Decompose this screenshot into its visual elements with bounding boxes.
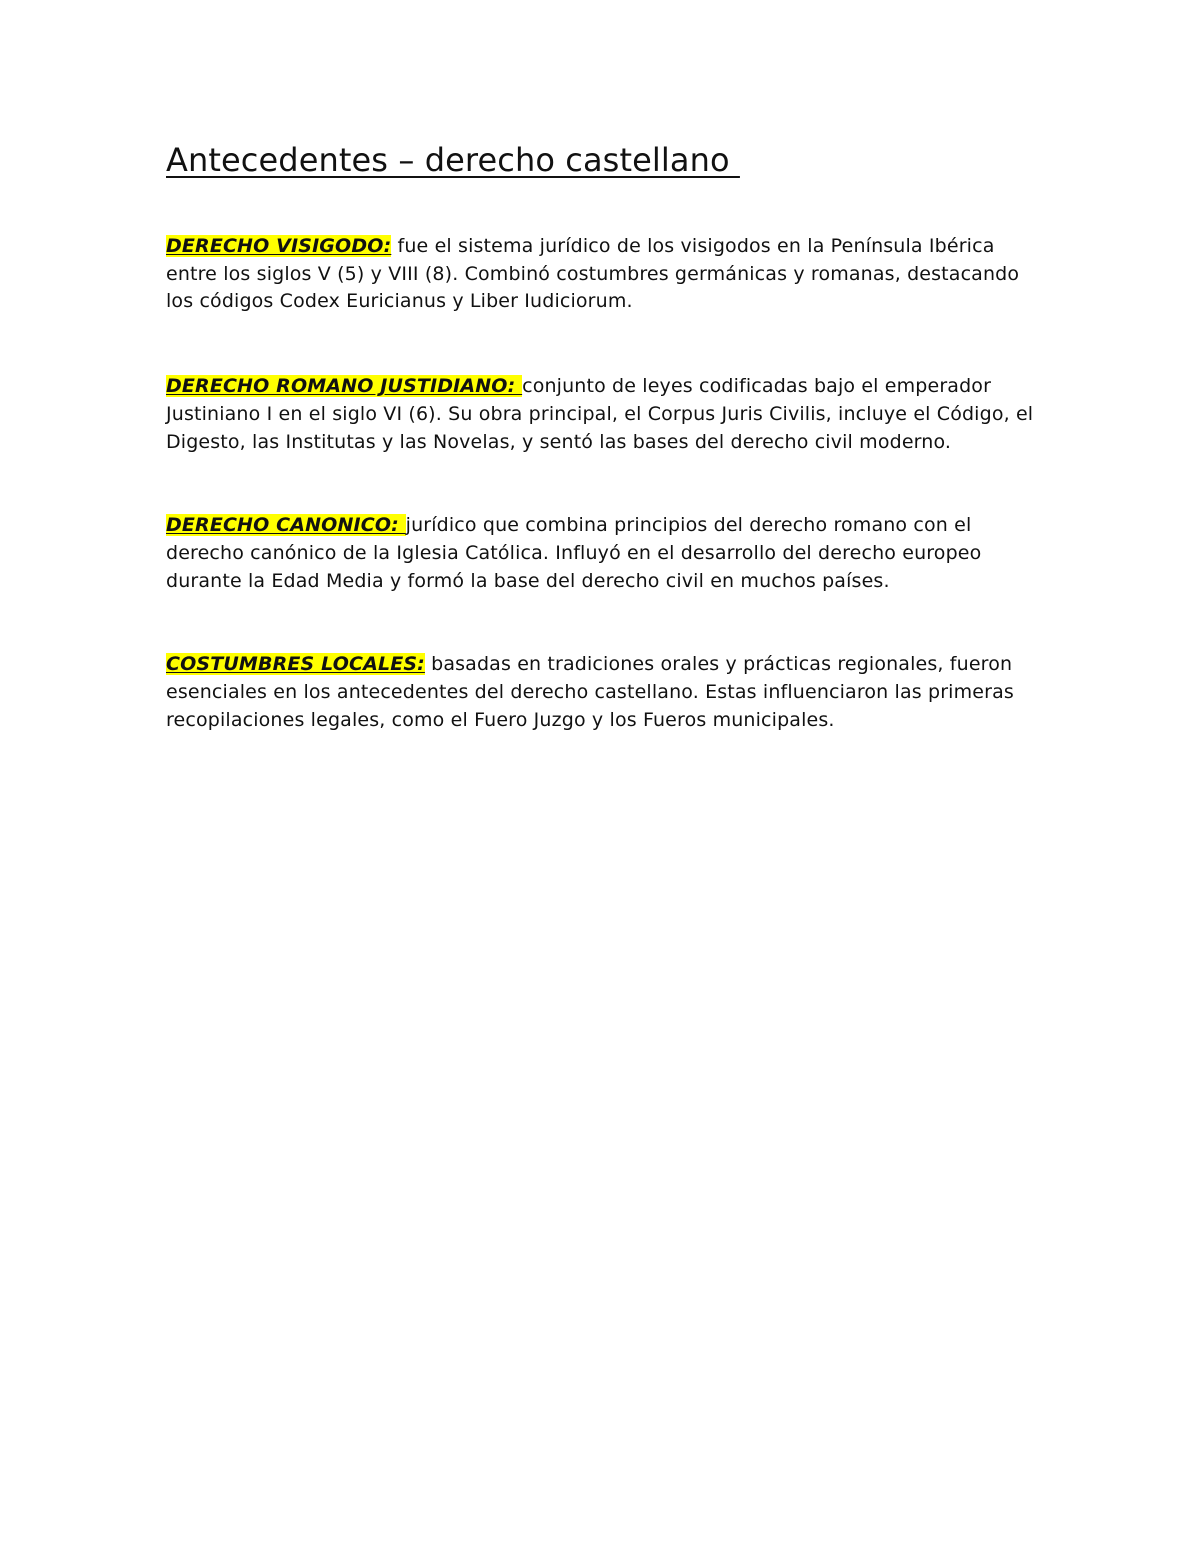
- section-derecho-visigodo: [166, 233, 1046, 316]
- section-costumbres-locales: [166, 651, 1046, 734]
- section-term-highlighted: DERECHO ROMANO JUSTIDIANO:: [166, 375, 523, 398]
- section-term-highlighted: DERECHO CANONICO:: [166, 514, 406, 537]
- section-body-text: fue el sistema jurídico de los visigodos en la Península Ibérica entre los siglos V (5) y VIII (8). Combinó costumbres germánicas y romanas, destacando los códigos Codex Euricianus y Liber Iudiciorum.: [166, 235, 1020, 313]
- section-term-highlighted: COSTUMBRES LOCALES:: [166, 653, 425, 676]
- section-term-highlighted: DERECHO VISIGODO:: [166, 235, 392, 257]
- section-body-text: basadas en tradiciones orales y prácticas regionales, fueron esenciales en los antecedentes del derecho castellano. Estas influenciaron las primeras recopilaciones legales, como el Fuero Juzgo y los Fueros municipales.: [166, 653, 1014, 731]
- document-title: Antecedentes – derecho castellano: [166, 141, 740, 179]
- section-derecho-canonico: [166, 512, 1046, 595]
- document-body: [166, 138, 1046, 734]
- section-derecho-romano-justidiano: [166, 373, 1046, 456]
- section-body-text: conjunto de leyes codificadas bajo el emperador Justiniano I en el siglo VI (6). Su obra principal, el Corpus Juris Civilis, incluye el Código, el Digesto, las Institutas y las Novelas, y sentó las bases del derecho civil moderno.: [166, 375, 1034, 453]
- section-body-text: jurídico que combina principios del derecho romano con el derecho canónico de la Iglesia Católica. Influyó en el desarrollo del derecho europeo durante la Edad Media y formó la base del derecho civil en muchos países.: [166, 514, 982, 592]
